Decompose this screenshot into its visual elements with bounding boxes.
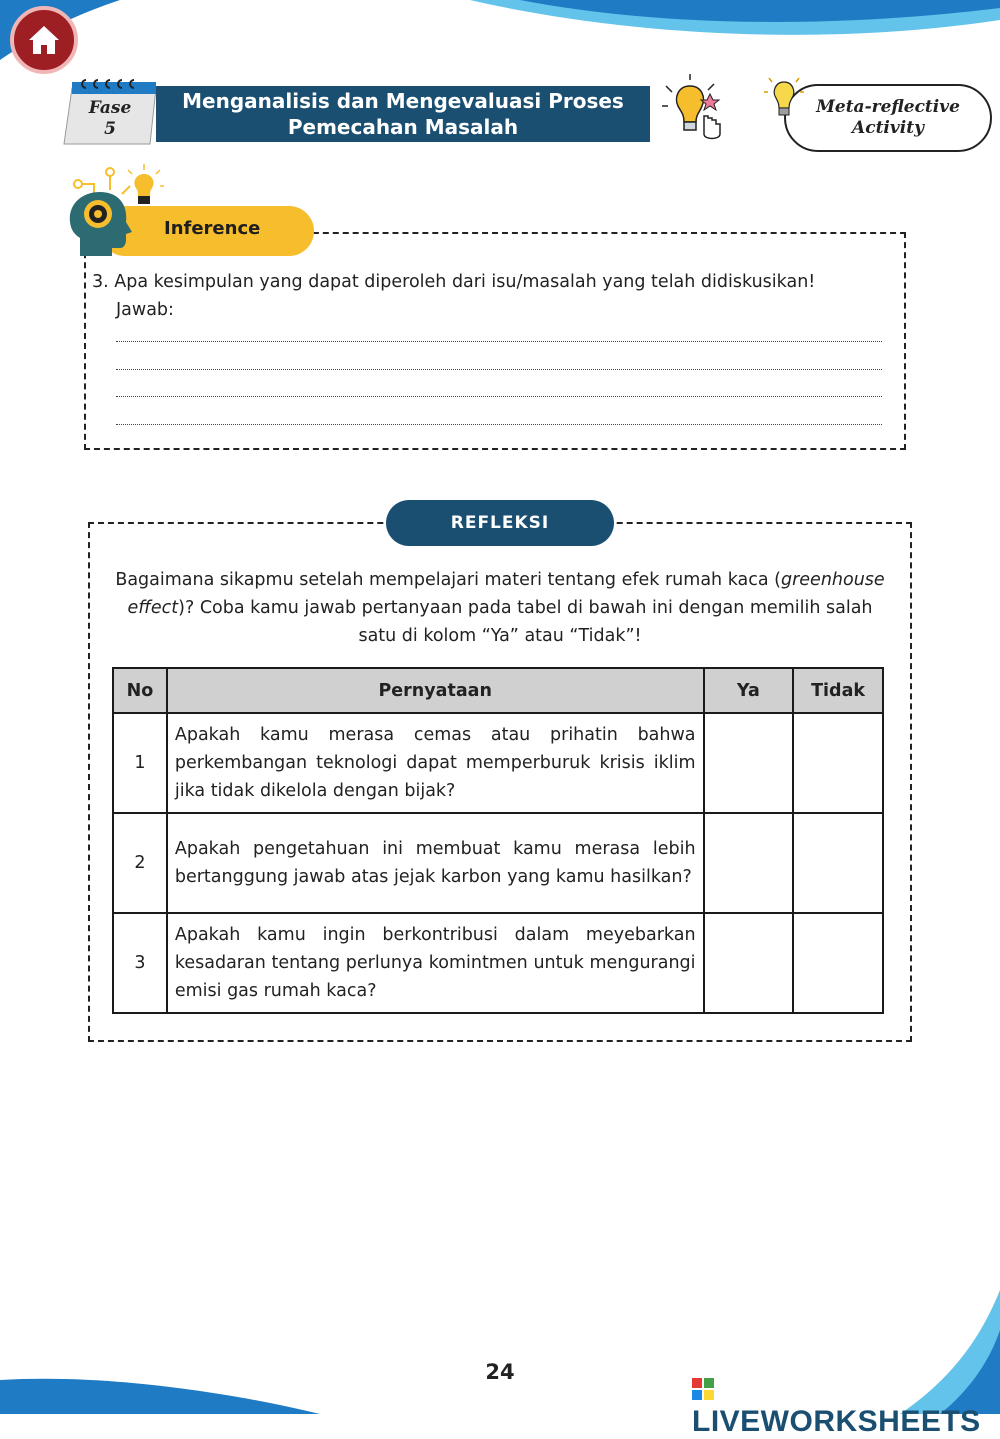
row-number: 2 [113,813,167,913]
inference-label: Inference [164,218,261,239]
question-text: 3. Apa kesimpulan yang dapat diperoleh dari isu/masalah yang telah didiskusikan! [92,272,816,292]
answer-line[interactable] [116,396,882,397]
title-line-1: Menganalisis dan Mengevaluasi Proses [182,89,624,113]
table-row [113,913,883,1013]
header-pernyataan: Pernyataan [167,668,704,713]
row-statement: Apakah pengetahuan ini membuat kamu merasa lebih bertanggung jawab atas jejak karbon yang kamu hasilkan? [167,813,704,913]
answer-line[interactable] [116,424,882,425]
home-icon [26,23,62,57]
question-3 [92,268,815,324]
head-gear-icon [60,164,164,258]
row-number: 1 [113,713,167,813]
meta-line-2: Activity [852,118,924,138]
page-number: 24 [485,1360,515,1384]
tidak-answer-cell[interactable] [793,713,883,813]
row-statement: Apakah kamu merasa cemas atau prihatin bahwa perkembangan teknologi dapat memperburuk krisis iklim jika tidak dikelola dengan bijak? [167,713,704,813]
meta-reflective-activity-badge [784,84,992,152]
liveworksheets-brand[interactable] [692,1371,1000,1439]
tidak-answer-cell[interactable] [793,813,883,913]
lightbulb-icon [764,76,804,122]
answer-line[interactable] [116,341,882,342]
row-number: 3 [113,913,167,1013]
table-row [113,813,883,913]
answer-label: Jawab: [116,300,174,320]
brand-text: LIVEWORKSHEETS [692,1405,981,1438]
fase-label: Fase 5 [88,98,132,139]
answer-line[interactable] [116,369,882,370]
table-row [113,713,883,813]
bottom-left-wave-decoration [0,1360,320,1414]
meta-line-1: Meta-reflective [816,97,960,117]
intro-part-1: Bagaimana sikapmu setelah mempelajari materi tentang efek rumah kaca ( [115,570,781,590]
table-header-row [113,668,883,713]
home-button[interactable] [10,6,78,74]
row-statement: Apakah kamu ingin berkontribusi dalam meyebarkan kesadaran tentang perlunya komintmen untuk mengurangi emisi gas rumah kaca? [167,913,704,1013]
tidak-answer-cell[interactable] [793,913,883,1013]
header-ya: Ya [704,668,794,713]
header-tidak: Tidak [793,668,883,713]
reflection-table [112,667,884,1014]
refleksi-instructions [110,566,890,650]
intro-part-2: )? Coba kamu jawab pertanyaan pada tabel di bawah ini dengan memilih salah satu di kolom “Ya” atau “Tidak”! [178,598,873,646]
ya-answer-cell[interactable] [704,913,794,1013]
refleksi-label: REFLEKSI [386,500,614,546]
page-title [156,86,650,142]
title-line-2: Pemecahan Masalah [287,115,519,139]
lightbulb-click-icon [660,72,732,144]
intro-italic: greenhouse effect [127,570,885,618]
ya-answer-cell[interactable] [704,713,794,813]
ya-answer-cell[interactable] [704,813,794,913]
header-no: No [113,668,167,713]
top-wave-decoration [0,0,1000,80]
